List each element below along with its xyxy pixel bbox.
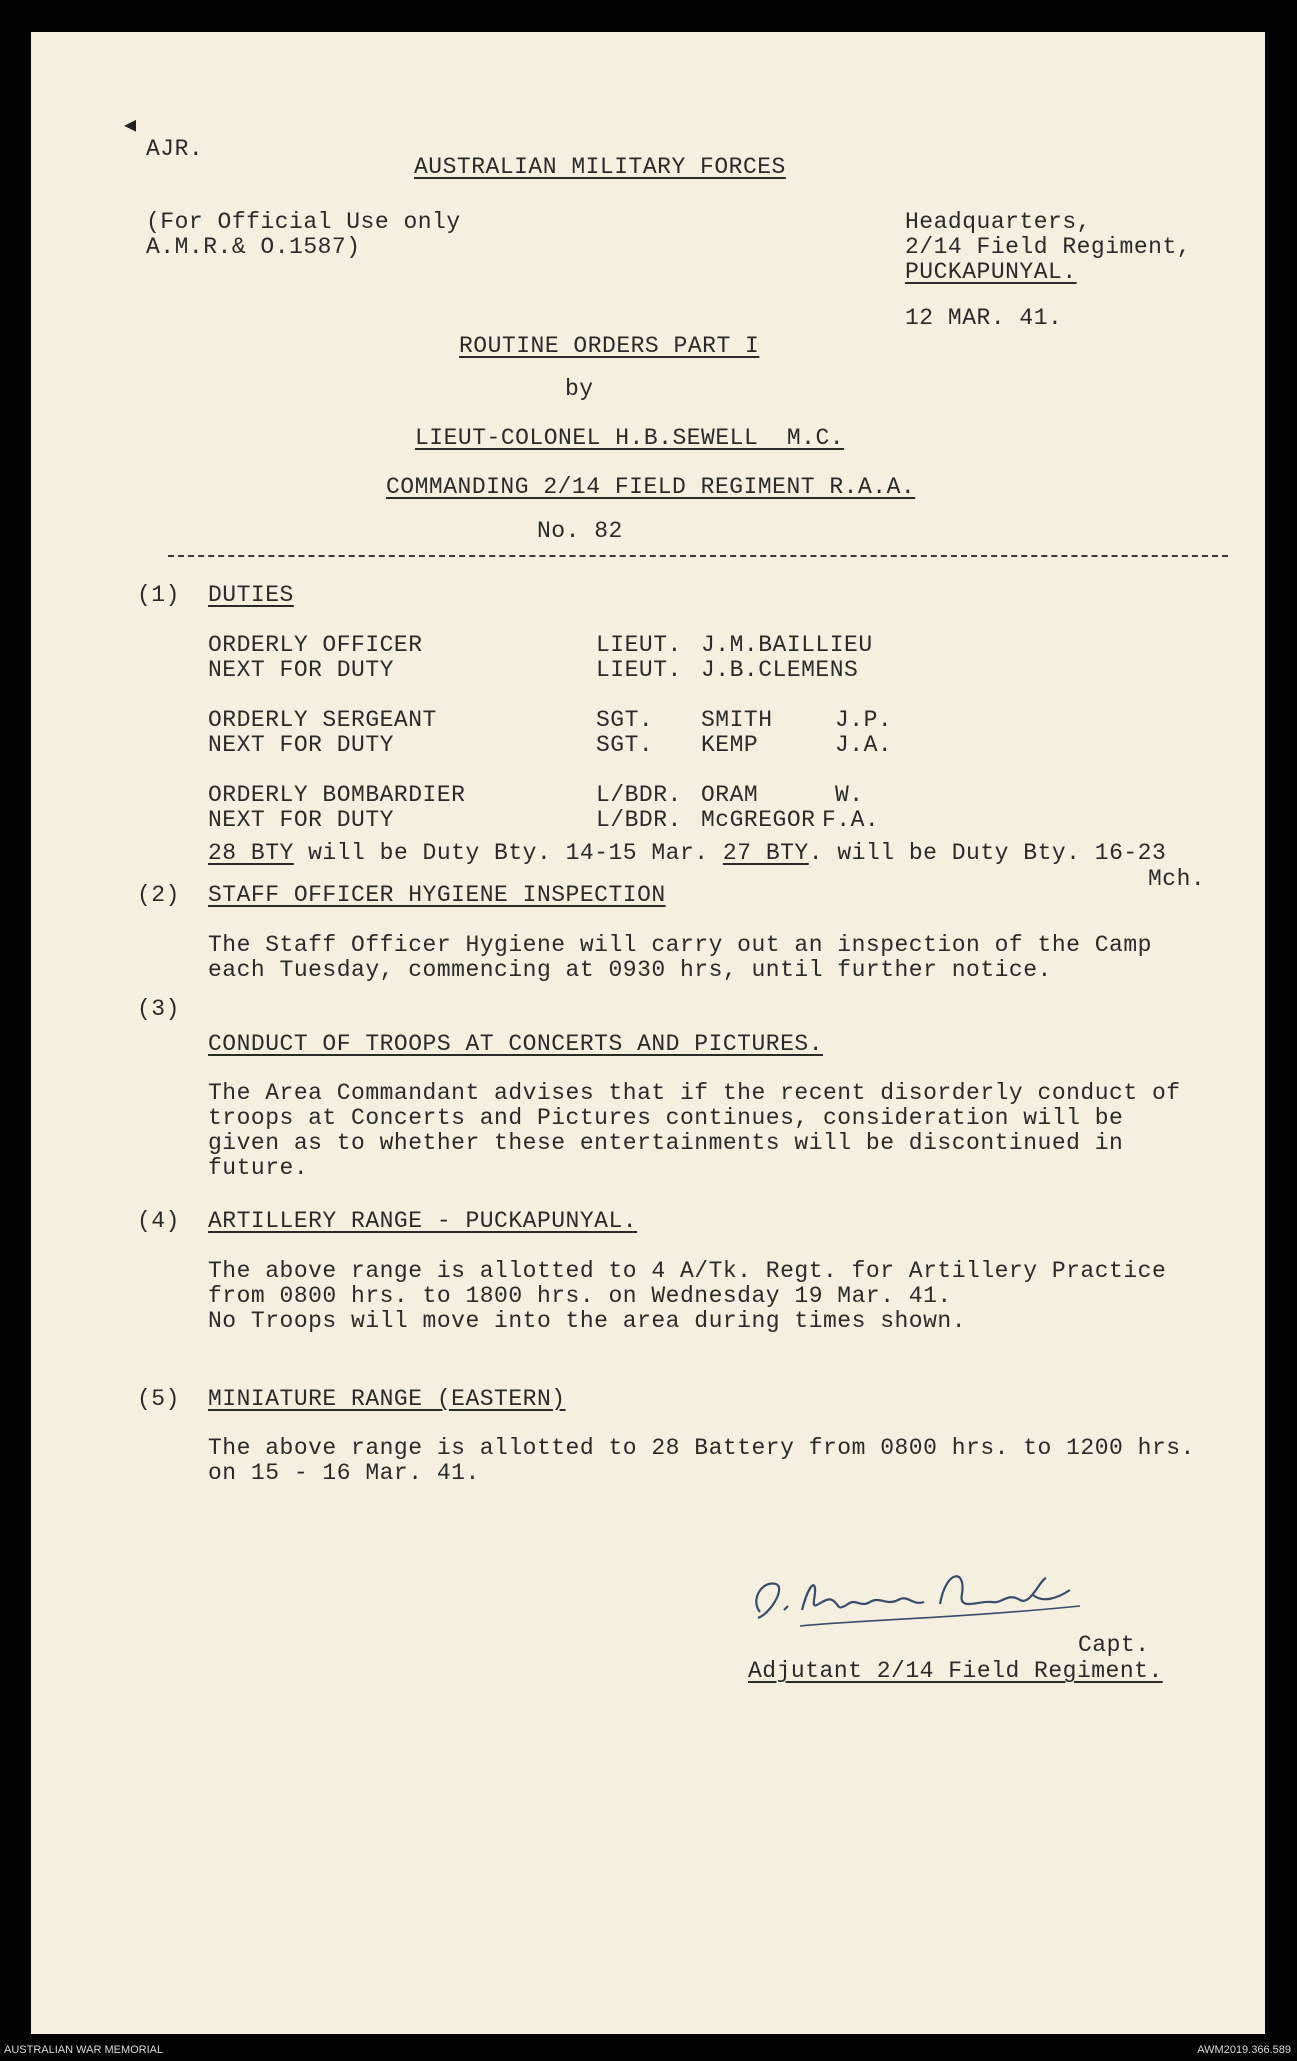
headquarters-line-2: 2/14 Field Regiment, [905, 234, 1192, 260]
section-4-text-line: The above range is allotted to 4 A/Tk. Regt. for Artillery Practice [208, 1258, 1167, 1284]
document-title: AUSTRALIAN MILITARY FORCES [414, 154, 786, 180]
duty-name: KEMP [701, 732, 759, 758]
handwritten-signature-icon [740, 1560, 1140, 1640]
section-4-number: (4) [137, 1208, 180, 1234]
duty-battery-end: Mch. [1148, 866, 1206, 892]
reference-initials: AJR. [146, 136, 204, 162]
orders-commander: LIEUT-COLONEL H.B.SEWELL M.C. [415, 425, 845, 451]
duty-initials: F.A. [822, 807, 880, 833]
section-2-number: (2) [137, 882, 180, 908]
section-3-number: (3) [137, 996, 180, 1022]
section-5-text-line: The above range is allotted to 28 Battery from 0800 hrs. to 1200 hrs. [208, 1435, 1195, 1461]
duty-name: J.M.BAILLIEU [701, 632, 873, 658]
duty-battery-text-1: will be Duty Bty. 14-15 Mar. [293, 840, 723, 866]
duty-rank: SGT. [596, 707, 654, 733]
duty-rank: LIEUT. [596, 632, 682, 658]
duty-battery-text-2: . will be Duty Bty. 16-23 [808, 840, 1167, 866]
section-4-text-line: from 0800 hrs. to 1800 hrs. on Wednesday 19 Mar. 41. [208, 1283, 952, 1309]
duty-role: ORDERLY SERGEANT [208, 707, 437, 733]
duty-rank: L/BDR. [596, 807, 682, 833]
duty-role: NEXT FOR DUTY [208, 657, 394, 683]
order-date: 12 MAR. 41. [905, 305, 1063, 331]
duty-name: SMITH [701, 707, 773, 733]
duty-name: McGREGOR [701, 807, 816, 833]
orders-number: No. 82 [537, 518, 623, 544]
orders-by: by [565, 376, 594, 402]
orders-title: ROUTINE ORDERS PART I [459, 333, 760, 359]
duty-role: NEXT FOR DUTY [208, 807, 394, 833]
section-3-text-line: future. [208, 1155, 309, 1181]
duty-battery-line [208, 840, 1166, 866]
duty-role: ORDERLY BOMBARDIER [208, 782, 466, 808]
section-2-text-line: The Staff Officer Hygiene will carry out an inspection of the Camp [208, 932, 1152, 958]
footer-left: AUSTRALIAN WAR MEMORIAL [4, 2044, 164, 2056]
section-2-text-line: each Tuesday, commencing at 0930 hrs, until further notice. [208, 957, 1052, 983]
section-3-heading: CONDUCT OF TROOPS AT CONCERTS AND PICTURES. [208, 1031, 823, 1057]
section-3-text-line: The Area Commandant advises that if the recent disorderly conduct of [208, 1080, 1181, 1106]
headquarters-line-3: PUCKAPUNYAL. [905, 259, 1077, 285]
duty-role: NEXT FOR DUTY [208, 732, 394, 758]
divider-line [168, 555, 1228, 557]
duty-role: ORDERLY OFFICER [208, 632, 423, 658]
duty-battery-2: 27 BTY [722, 840, 809, 866]
section-1-heading: DUTIES [208, 582, 294, 608]
duty-battery-1: 28 BTY [208, 840, 294, 866]
section-4-text-line: No Troops will move into the area during times shown. [208, 1308, 967, 1334]
duty-initials: J.A. [835, 732, 893, 758]
section-3-text-line: given as to whether these entertainments will be discontinued in [208, 1130, 1124, 1156]
duty-initials: J.P. [835, 707, 893, 733]
duty-rank: LIEUT. [596, 657, 682, 683]
duty-rank: L/BDR. [596, 782, 682, 808]
official-use-line-2: A.M.R.& O.1587) [146, 234, 361, 260]
orders-command: COMMANDING 2/14 FIELD REGIMENT R.A.A. [386, 474, 916, 500]
section-5-number: (5) [137, 1386, 180, 1412]
duty-rank: SGT. [596, 732, 654, 758]
section-1-number: (1) [137, 582, 180, 608]
signatory-title: Adjutant 2/14 Field Regiment. [748, 1658, 1163, 1684]
signatory-rank: Capt. [1078, 1632, 1150, 1658]
arrow-mark-icon: ◀ [124, 115, 137, 138]
section-4-heading: ARTILLERY RANGE - PUCKAPUNYAL. [208, 1208, 638, 1234]
section-5-heading: MINIATURE RANGE (EASTERN) [208, 1386, 566, 1412]
headquarters-line-1: Headquarters, [905, 209, 1091, 235]
section-3-text-line: troops at Concerts and Pictures continues, consideration will be [208, 1105, 1124, 1131]
official-use-line-1: (For Official Use only [146, 209, 461, 235]
duty-initials: W. [835, 782, 864, 808]
section-2-heading: STAFF OFFICER HYGIENE INSPECTION [208, 882, 666, 908]
duty-name: ORAM [701, 782, 759, 808]
section-5-text-line: on 15 - 16 Mar. 41. [208, 1460, 480, 1486]
duty-name: J.B.CLEMENS [701, 657, 859, 683]
footer-right: AWM2019.366.589 [1197, 2044, 1291, 2056]
